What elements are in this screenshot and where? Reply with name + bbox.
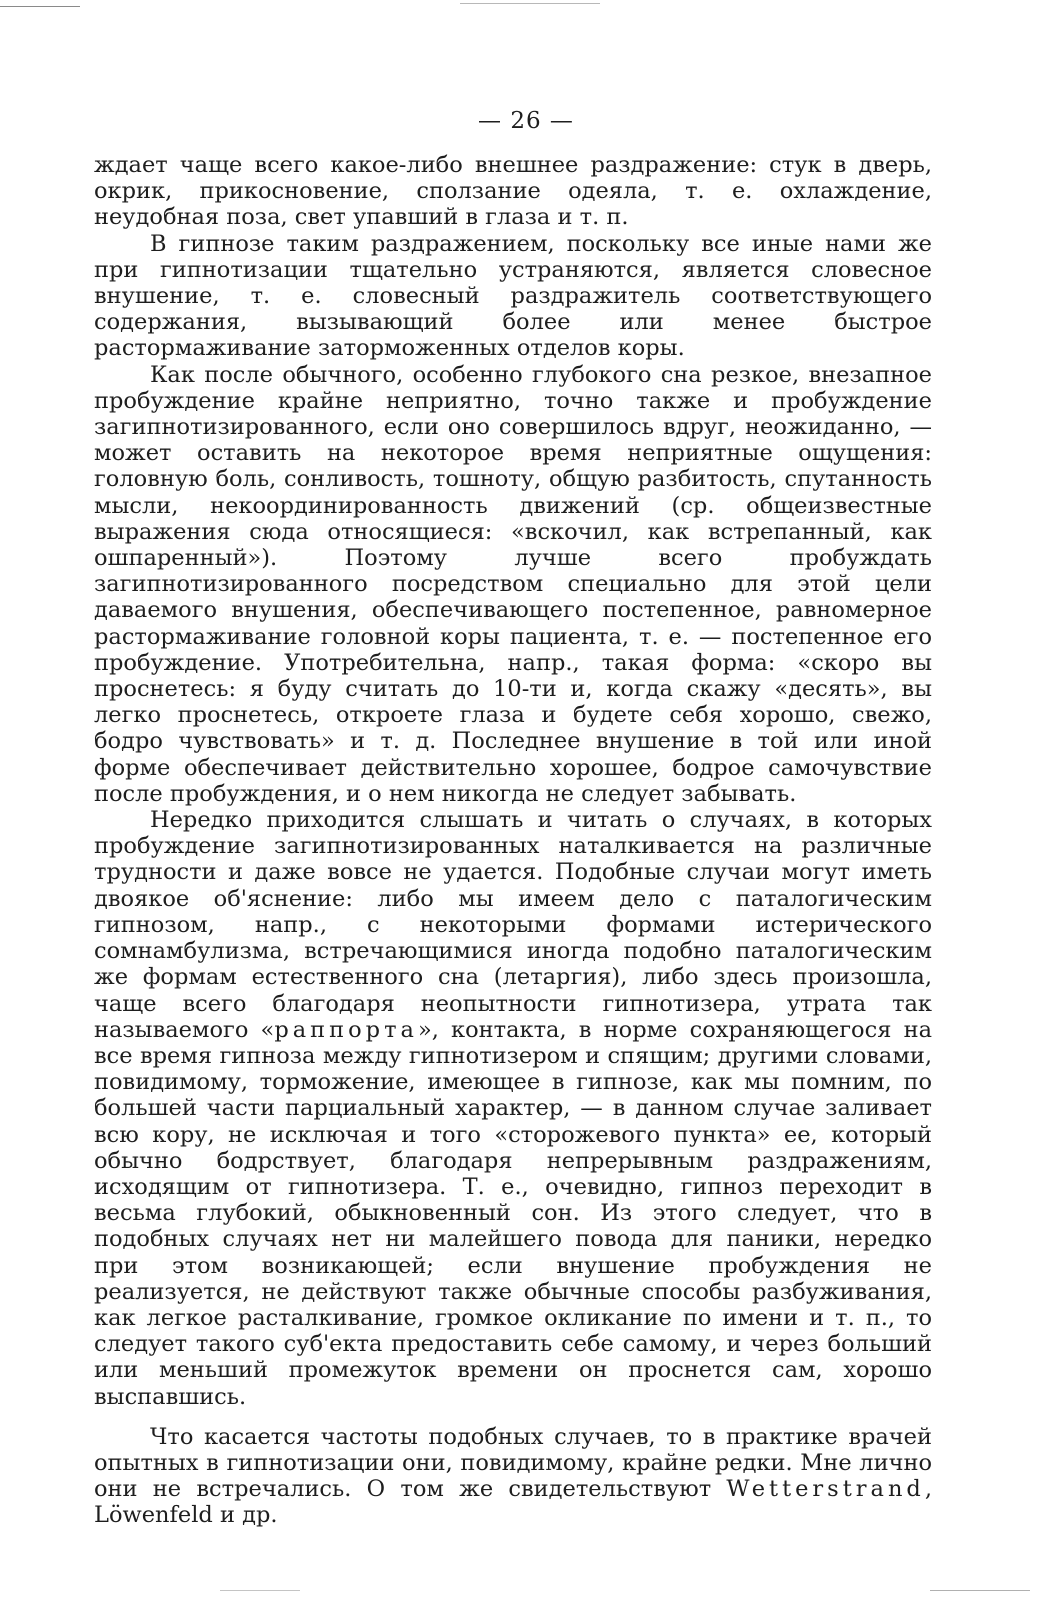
paragraph-awakening: Как после обычного, особенно глубокого сна резкое, внезапное пробуждение крайне неприятно, точно также и пробуждение загипнотизированного, если оно совершилось вдруг, неожиданно, — может оставить на некоторое время неприятные ощущения: головную боль, сонливость, тошноту, общую разбитость, спутанность мысли, некоординированность движений (ср. общеизвестные выражения сюда относящиеся: «вскочил, как встрепанный, как ошпаренный»). Поэтому лучше всего пробуждать загипнотизированного посредством специально для этой цели даваемого внушения, обеспечивающего постепенное, равномерное растормаживание головной коры пациента, т. е. — постепенное его пробуждение. Употребительна, напр., такая форма: «скоро вы проснетесь: я буду считать до 10-ти и, когда скажу «десять», вы легко проснетесь, откроете глаза и будете себя хорошо, свежо, бодро чувствовать» и т. д. Последнее внушение в той или иной форме обеспечивает действительно хорошее, бодрое самочувствие после пробуждения, и о нем никогда не следует забывать. (94, 361, 932, 807)
paragraph-frequency (94, 1424, 932, 1529)
page-number: — 26 — (478, 108, 574, 134)
top-edge-mark (0, 6, 80, 7)
paragraph-frequency-end: и др. (212, 1502, 278, 1529)
paragraph-difficult-awakening-part2: », контакта, в норме сохраняющегося на все время гипноза между гипнотизером и спящим; другими словами, повидимому, торможение, имеющее в гипнозе, как мы помним, по большей части парциальный характер, — в данном случае заливает всю кору, не исключая и того «сторожевого пункта» ее, который обычно бодрствует, благодаря непрерывным раздражениям, исходящим от гипнотизера. Т. е., очевидно, гипноз переходит в весьма глубокий, обыкновенный сон. Из этого следует, что в подобных случаях нет ни малейшего повода для паники, нередко при этом возникающей; если внушение пробуждения не реализуется, не действуют также обычные способы разбуживания, как легкое расталкивание, громкое окликание по имени и т. п., то следует такого суб'екта предоставить себе самому, и через больший или меньший промежуток времени он проснется сам, хорошо выспавшись. (94, 1016, 932, 1410)
author-wetterstrand: Wetterstrand (726, 1476, 925, 1503)
bottom-edge-mark (220, 1590, 300, 1591)
paragraph-continued: ждает чаще всего какое-либо внешнее раздражение: стук в дверь, окрик, прикосновение, сползание одеяла, т. е. охлаждение, неудобная поза, свет упавший в глаза и т. п. (94, 152, 932, 231)
term-rapport: раппорта (274, 1016, 418, 1043)
bottom-edge-mark-right (930, 1590, 1030, 1591)
paragraph-hypnosis-stimulus: В гипнозе таким раздражением, поскольку все иные нами же при гипнотизации тщательно устраняются, является словесное внушение, т. е. словесный раздражитель соответствующего содержания, вызывающий более или менее быстрое растормаживание заторможенных отделов коры. (94, 230, 932, 362)
body-text (94, 152, 932, 1529)
author-lowenfeld: Löwenfeld (94, 1502, 213, 1529)
paragraph-difficult-awakening (94, 807, 932, 1410)
paragraph-frequency-sep: , (924, 1476, 932, 1503)
paragraph-difficult-awakening-part1: Нередко приходится слышать и читать о случаях, в которых пробуждение загипнотизированных наталкивается на различные трудности и даже вовсе не удается. Подобные случаи могут иметь двоякое об'яснение: либо мы имеем дело с паталогическим гипнозом, напр., с некоторыми формами истерического сомнамбулизма, встречающимися иногда подобно паталогическим же формам естественного сна (летаргия), либо здесь произошла, чаще всего благодаря неопытности гипнотизера, утрата так называемого « (94, 807, 932, 1043)
top-edge-mark-center (460, 3, 600, 4)
paragraph-frequency-part1: Что касается частоты подобных случаев, то в практике врачей опытных в гипнотизации они, повидимому, крайне редки. Мне лично они не встречались. О том же свидетельствуют (94, 1423, 932, 1503)
